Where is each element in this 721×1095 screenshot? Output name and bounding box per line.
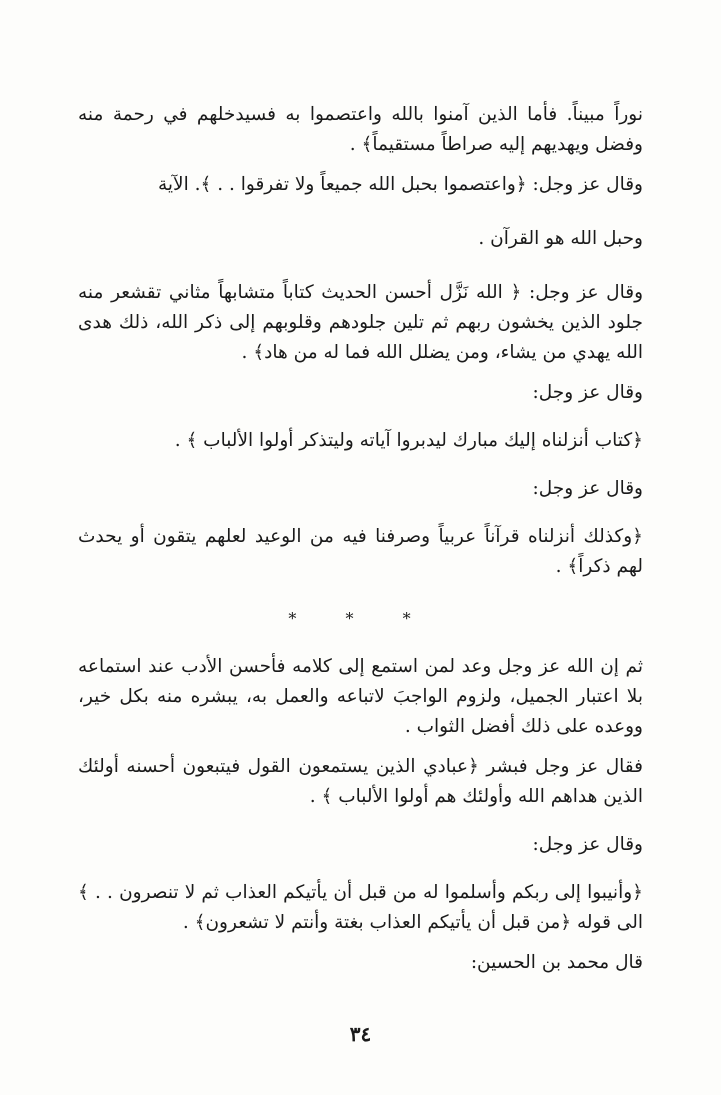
paragraph-3: وحبل الله هو القرآن . [478, 228, 643, 249]
paragraph-11: وقال عز وجل: [532, 834, 643, 855]
paragraph-1: نوراً مبيناً. فأما الذين آمنوا بالله واعتصموا به فسيدخلهم في رحمة منه وفضل ويهديهم إليه صراطاً مستقيماً﴾ . [78, 104, 643, 155]
paragraph-5: وقال عز وجل: [532, 382, 643, 403]
paragraph-8: ﴿وكذلك أنزلناه قرآناً عربياً وصرفنا فيه من الوعيد لعلهم يتقون أو يحدث لهم ذكراً﴾ . [78, 526, 643, 577]
page-body [78, 100, 643, 978]
paragraph-6: ﴿كتاب أنزلناه إليك مبارك ليدبروا آياته وليتذكر أولوا الألباب ﴾ . [174, 430, 643, 451]
page-number: ٣٤ [349, 1022, 372, 1046]
paragraph-7: وقال عز وجل: [532, 478, 643, 499]
paragraph-12: ﴿وأنيبوا إلى ربكم وأسلموا له من قبل أن يأتيكم العذاب ثم لا تنصرون . . ﴾ الى قوله ﴿من قبل أن يأتيكم العذاب بغتة وأنتم لا تشعرون﴾ . [78, 882, 643, 933]
section-separator: * * * [288, 609, 433, 628]
paragraph-4: وقال عز وجل: ﴿ الله نَزَّل أحسن الحديث كتاباً متشابهاً مثاني تقشعر منه جلود الذين يخشون ربهم ثم تلين جلودهم وقلوبهم إلى ذكر الله، ذلك هدى الله يهدي من يشاء، ومن يضلل الله فما له من هاد﴾ . [78, 282, 643, 363]
paragraph-10: فقال عز وجل فبشر ﴿عبادي الذين يستمعون القول فيتبعون أحسنه أولئك الذين هداهم الله وأولئك هم أولوا الألباب ﴾ . [78, 756, 643, 807]
paragraph-9: ثم إن الله عز وجل وعد لمن استمع إلى كلامه فأحسن الأدب عند استماعه بلا اعتبار الجميل، ولزوم الواجبَ لاتباعه والعمل به، يبشره منه بكل خير، ووعده على ذلك أفضل الثواب . [78, 656, 643, 737]
paragraph-13: قال محمد بن الحسين: [470, 952, 643, 973]
paragraph-2: وقال عز وجل: ﴿واعتصموا بحبل الله جميعاً ولا تفرقوا . . ﴾. الآية [157, 174, 643, 195]
